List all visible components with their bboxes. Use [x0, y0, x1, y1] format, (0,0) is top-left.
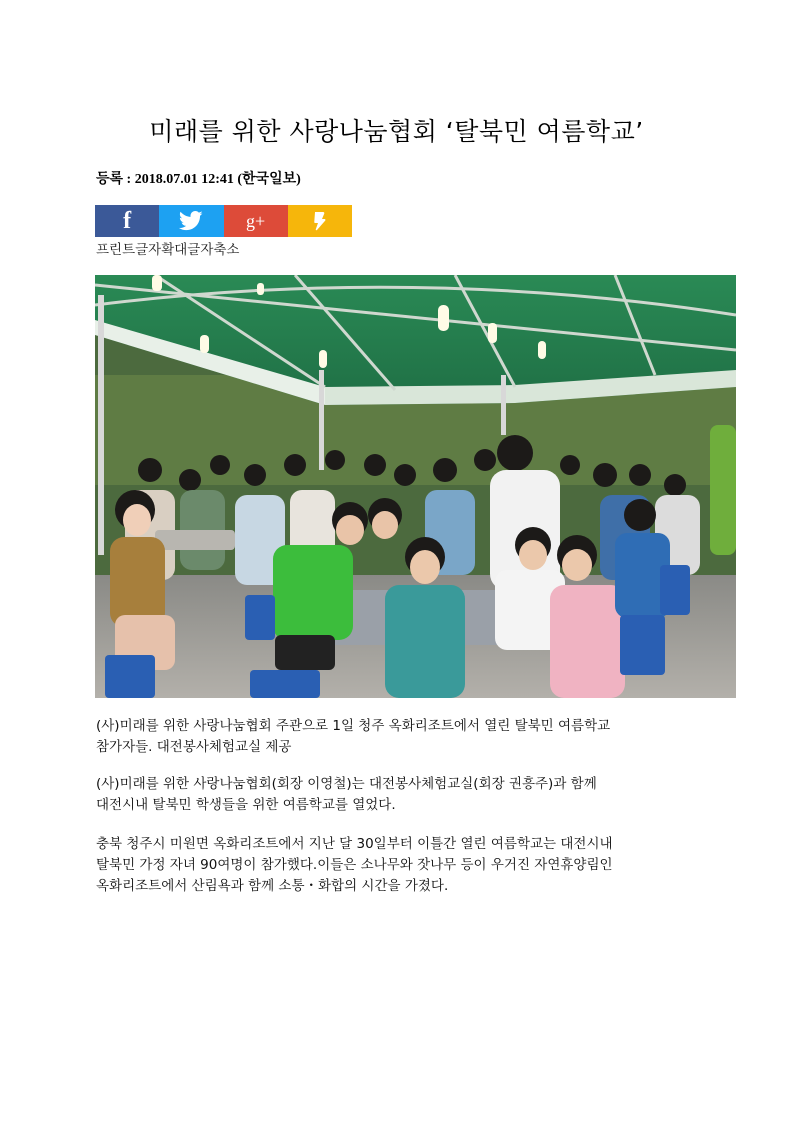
google-plus-share-button[interactable]: [224, 205, 288, 237]
photo-caption: [96, 716, 706, 758]
article-photo: [95, 275, 736, 698]
body-line: 옥화리조트에서 산림욕과 함께 소통・화합의 시간을 가졌다.: [96, 878, 449, 894]
article-byline: 등록 : 2018.07.01 12:41 (한국일보): [96, 172, 301, 187]
body-line: (사)미래를 위한 사랑나눔협회(회장 이영철)는 대전봉사체험교실(회장 권흥주)과 함께: [96, 776, 597, 792]
body-line: 대전시내 탈북민 학생들을 위한 여름학교를 열었다.: [96, 797, 396, 813]
body-line: 탈북민 가정 자녀 90여명이 참가했다.이들은 소나무와 잣나무 등이 우거진 자연휴양림인: [96, 857, 613, 873]
kakaostory-share-button[interactable]: [288, 205, 352, 237]
body-line: 충북 청주시 미원면 옥화리조트에서 지난 달 30일부터 이틀간 열린 여름학교는 대전시내: [96, 836, 613, 852]
font-enlarge-link[interactable]: 글자확대: [135, 242, 188, 258]
font-shrink-link[interactable]: 글자축소: [187, 242, 240, 258]
google-plus-icon: g+: [246, 210, 266, 231]
facebook-icon: f: [123, 207, 132, 234]
share-bar: [95, 205, 352, 237]
body-paragraph: [96, 774, 706, 816]
article-tools: [96, 238, 239, 258]
twitter-share-button[interactable]: [159, 205, 223, 237]
facebook-share-button[interactable]: [95, 205, 159, 237]
photo-caption-line: 참가자들. 대전봉사체험교실 제공: [96, 739, 292, 755]
body-paragraph: [96, 834, 706, 897]
photo-caption-line: (사)미래를 위한 사랑나눔협회 주관으로 1일 청주 옥화리조트에서 열린 탈북민 여름학교: [96, 718, 611, 734]
print-link[interactable]: 프린트: [96, 242, 136, 258]
twitter-icon: [179, 211, 203, 231]
kakaostory-icon: [313, 211, 327, 231]
article-title: 미래를 위한 사랑나눔협회 ‘탈북민 여름학교’: [149, 117, 644, 146]
